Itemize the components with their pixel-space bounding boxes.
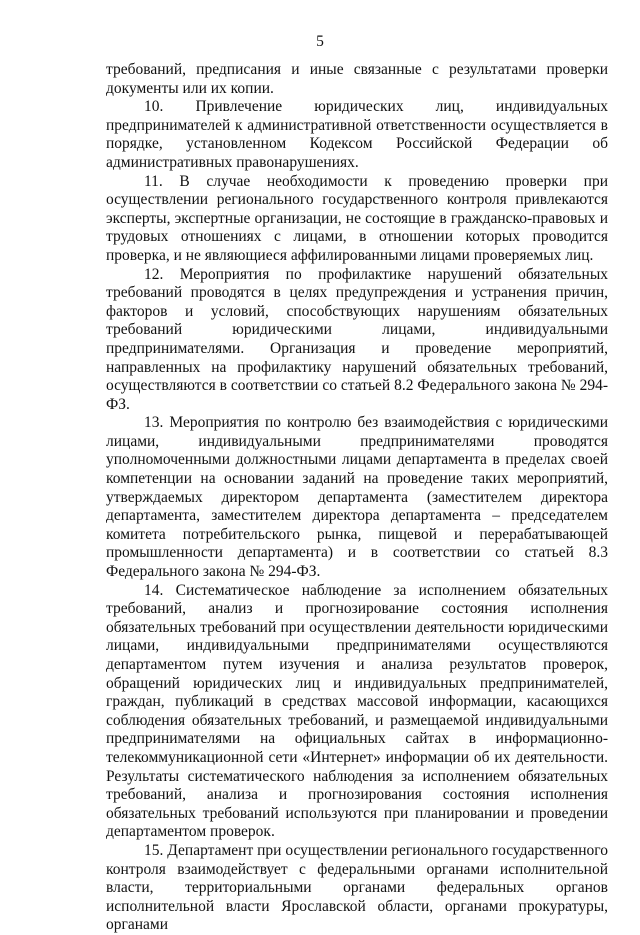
paragraph-11: 11. В случае необходимости к проведению проверки при осуществлении регионального государственного контроля привлекаются эксперты, экспертные организации, не состоящие в гражданско-правовых и трудовых отношениях с лицами, в отношении которых проводится проверка, и не являющиеся аффилированными лицами проверяемых лиц. [106,172,608,264]
page-number: 5 [316,33,324,50]
paragraph-12: 12. Мероприятия по профилактике нарушений обязательных требований проводятся в целях предупреждения и устранения причин, факторов и условий, способствующих нарушениям обязательных требований юридическими лицами, индивидуальными предпринимателями. Организация и проведение мероприятий, направленных на профилактику нарушений обязательных требований, осуществляются в соответствии со статьей 8.2 Федерального закона № 294-ФЗ. [106,265,608,413]
paragraph-14: 14. Систематическое наблюдение за исполнением обязательных требований, анализ и прогнозирование состояния исполнения обязательных требований при осуществлении деятельности юридическими лицами, индивидуальными предпринимателями осуществляются департаментом путем изучения и анализа результатов проверок, обращений юридических лиц и индивидуальных предпринимателей, граждан, публикаций в средствах массовой информации, касающихся соблюдения обязательных требований, и размещаемой индивидуальными предпринимателями на официальных сайтах в информационно-телекоммуникационной сети «Интернет» информации об их деятельности. Результаты систематического наблюдения за исполнением обязательных требований, анализа и прогнозирования состояния исполнения обязательных требований используются при планировании и проведении департаментом проверок. [106,581,608,841]
paragraph-10: 10. Привлечение юридических лиц, индивидуальных предпринимателей к административной ответственности осуществляется в порядке, установленном Кодексом Российской Федерации об административных правонарушениях. [106,98,608,171]
paragraph-15: 15. Департамент при осуществлении регионального государственного контроля взаимодействует с федеральными органами исполнительной власти, территориальными органами федеральных органов исполнительной власти Ярославской области, органами прокуратуры, органами [106,841,608,934]
paragraph-continuation: требований, предписания и иные связанные с результатами проверки документы или их копии. [106,61,608,97]
paragraph-13: 13. Мероприятия по контролю без взаимодействия с юридическими лицами, индивидуальными предпринимателями проводятся уполномоченными должностными лицами департамента в пределах своей компетенции на основании заданий на проведение таких мероприятий, утверждаемых директором департамента (заместителем директора департамента, заместителем директора департамента – председателем комитета потребительского рынка, пищевой и перерабатывающей промышленности департамента) и в соответствии со статьей 8.3 Федерального закона № 294-ФЗ. [106,414,608,581]
document-body [106,61,608,935]
